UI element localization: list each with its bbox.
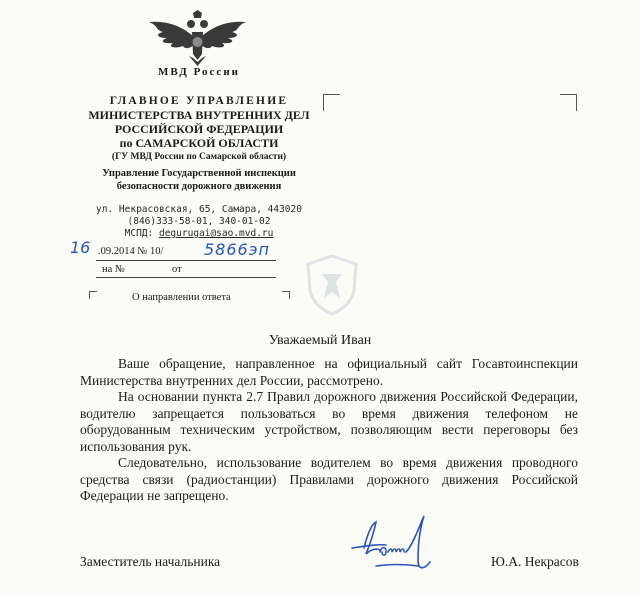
date-number-printed: .09.2014 № 10/ (98, 246, 164, 257)
addressee-corner-right (560, 94, 577, 111)
address: ул. Некрасовская, 65, Самара, 443020 (96, 204, 302, 215)
subject-line: О направлении ответа (132, 292, 231, 303)
subject-corner-right (282, 291, 290, 299)
date-underline (96, 260, 276, 261)
handwritten-signature (346, 508, 442, 576)
header-line: ГЛАВНОЕ УПРАВЛЕНИЕ (109, 95, 289, 107)
eagle-emblem-icon (145, 10, 250, 68)
signatory-name: Ю.А. Некрасов (491, 554, 579, 569)
phone: (846)333-58-01, 340-01-02 (127, 216, 271, 227)
email-label: МСПД: (124, 228, 154, 239)
handwritten-number: 5866эп (204, 240, 270, 259)
org-name: МВД России (157, 66, 240, 78)
signatory-role: Заместитель начальника (80, 554, 221, 569)
header-line: РОССИЙСКОЙ ФЕДЕРАЦИИ (114, 122, 284, 136)
email-line (86, 228, 312, 240)
reference-underline (96, 277, 276, 278)
reference-line (102, 264, 272, 275)
email-link[interactable]: degurugai@sao.mvd.ru (158, 228, 274, 239)
department-name (86, 167, 312, 193)
header-line: по САМАРСКОЙ ОБЛАСТИ (119, 136, 279, 150)
org-short-name: (ГУ МВД России по Самарской области) (111, 152, 287, 162)
reference-date-label: от (172, 264, 182, 275)
body-paragraph: На основании пункта 2.7 Правил дорожного движения Российской Федерации, водителю запрещается пользоваться во время движения телефоном не оборудованным техническим устройством, позволяющим вести переговоры без использования рук. (80, 389, 578, 454)
salutation: Уважаемый Иван (268, 333, 372, 348)
header-line: МИНИСТЕРСТВА ВНУТРЕННИХ ДЕЛ (88, 108, 310, 122)
department-line: безопасности дорожного движения (116, 181, 282, 192)
org-header-block (86, 94, 312, 150)
letter-body (80, 356, 578, 505)
contact-block (86, 204, 312, 240)
body-paragraph: Ваше обращение, направленное на официальный сайт Госавтоинспекции Министерства внутренних дел России, рассмотрено. (80, 356, 578, 388)
department-line: Управление Государственной инспекции (102, 168, 296, 179)
reference-number-label: на № (102, 264, 125, 275)
shield-watermark-icon (300, 252, 364, 316)
subject-corner-left (89, 291, 97, 299)
handwritten-day: 16 (70, 238, 91, 257)
body-paragraph: Следовательно, использование водителем во время движения проводного средства связи (радиостанции) Правилами дорожного движения Российской Федерации не запрещено. (80, 455, 578, 503)
addressee-corner-left (323, 94, 340, 111)
